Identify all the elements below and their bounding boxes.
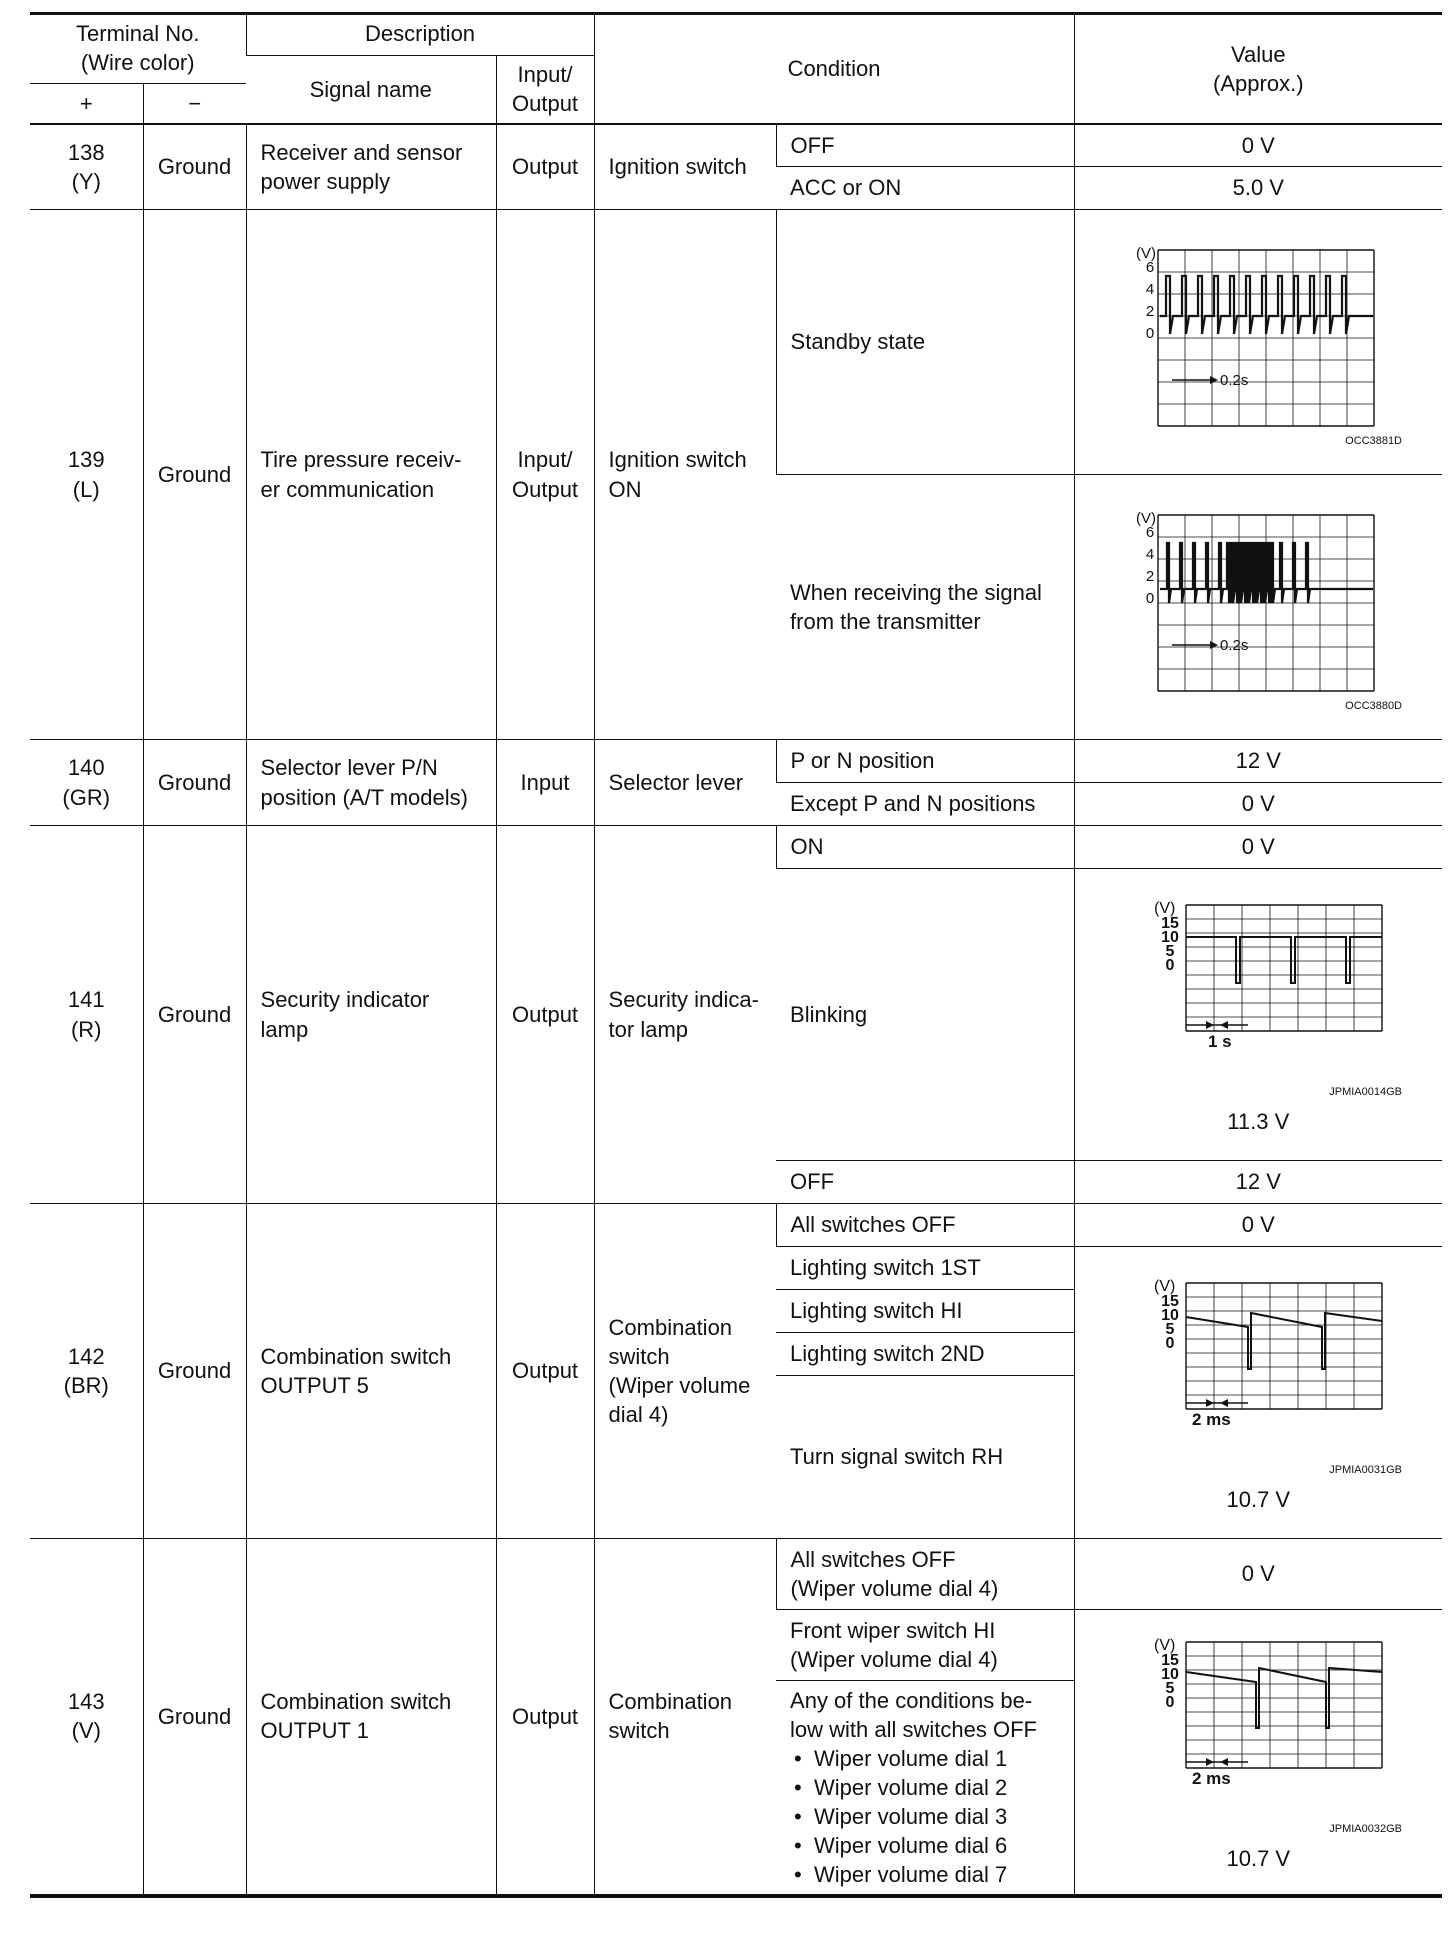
value-cell: 0 V	[1074, 1204, 1442, 1247]
figure-code: JPMIA0032GB	[1329, 1823, 1403, 1836]
state-cell: Front wiper switch HI (Wiper volume dial 4)	[776, 1610, 1074, 1681]
wave-tick: 0	[1165, 1334, 1175, 1352]
condition-list	[790, 1744, 1060, 1889]
wave-trace	[1160, 543, 1373, 603]
terminal-spec-table	[30, 12, 1442, 1898]
ground-cell: Ground	[143, 124, 246, 210]
time-scale-marker	[1186, 1399, 1248, 1429]
wave-grid	[1186, 1283, 1382, 1409]
wave-unit: (V)	[1154, 899, 1176, 917]
time-scale-label: 0.2s	[1220, 637, 1249, 654]
wave-tick: 15	[1161, 914, 1180, 932]
list-item: • Wiper volume dial 2	[790, 1773, 1060, 1802]
ground-cell: Ground	[143, 210, 246, 740]
value-cell: 12 V	[1074, 1161, 1442, 1204]
wave-tick: 15	[1161, 1652, 1180, 1670]
state-cell: Standby state	[776, 210, 1074, 475]
condition-cell: Combination switch (Wiper volume dial 4)	[594, 1204, 776, 1539]
state-cell: Blinking	[776, 869, 1074, 1161]
state-cell: When receiving the signal from the transmitter	[776, 475, 1074, 740]
value-cell: 0 V	[1074, 1539, 1442, 1610]
time-scale-label: 2 ms	[1192, 1769, 1232, 1789]
waveform-cell	[1074, 1247, 1442, 1539]
io-cell: Input	[496, 740, 594, 826]
value-cell: 12 V	[1074, 740, 1442, 783]
wave-tick: 0	[1165, 1694, 1175, 1712]
terminal-number: 140 (GR)	[30, 740, 143, 826]
wave-tick: 6	[1146, 524, 1155, 541]
state-cell: Lighting switch 1ST	[776, 1247, 1074, 1290]
signal-name: Combination switch OUTPUT 5	[246, 1204, 496, 1539]
signal-name: Receiver and sensor power supply	[246, 124, 496, 210]
table-row	[30, 210, 1442, 475]
wave-value: 10.7 V	[1226, 1846, 1291, 1872]
wave-tick: 2	[1146, 568, 1155, 585]
time-scale-label: 1 s	[1208, 1031, 1232, 1051]
condition-cell: Combination switch	[594, 1539, 776, 1896]
wave-value: 11.3 V	[1227, 1108, 1290, 1134]
wave-unit: (V)	[1136, 245, 1157, 262]
value-cell: 0 V	[1074, 124, 1442, 167]
state-cell: ACC or ON	[776, 167, 1074, 210]
table-row	[30, 1539, 1442, 1610]
waveform-receiving-signal	[1108, 503, 1408, 713]
wave-tick: 0	[1165, 956, 1175, 974]
signal-name: Tire pressure receiv- er communication	[246, 210, 496, 740]
figure-code: JPMIA0031GB	[1329, 1463, 1403, 1476]
waveform-cell	[1074, 475, 1442, 740]
terminal-number: 139 (L)	[30, 210, 143, 740]
wave-unit: (V)	[1136, 510, 1157, 527]
table-row	[30, 826, 1442, 869]
list-item: • Wiper volume dial 6	[790, 1831, 1060, 1860]
wave-value: 10.7 V	[1226, 1486, 1291, 1512]
minus-header: −	[143, 84, 246, 124]
condition-cell: Ignition switch	[594, 124, 776, 210]
waveform-output-5	[1108, 1273, 1408, 1483]
io-cell: Output	[496, 826, 594, 1204]
time-scale-marker	[1186, 1758, 1248, 1788]
wave-tick: 10	[1161, 1666, 1180, 1684]
wave-trace	[1160, 276, 1373, 334]
wave-tick: 4	[1146, 281, 1155, 298]
state-cell: ON	[776, 826, 1074, 869]
time-scale-label: 2 ms	[1192, 1409, 1232, 1429]
list-item: • Wiper volume dial 7	[790, 1860, 1060, 1889]
waveform-output-1	[1108, 1632, 1408, 1842]
value-cell: 5.0 V	[1074, 167, 1442, 210]
value-cell: 0 V	[1074, 826, 1442, 869]
time-scale-marker	[1172, 637, 1248, 654]
wave-tick: 6	[1146, 259, 1155, 276]
figure-code: JPMIA0014GB	[1329, 1085, 1403, 1098]
io-cell: Output	[496, 1539, 594, 1896]
figure-code: OCC3880D	[1345, 700, 1403, 712]
wave-tick: 0	[1146, 590, 1155, 607]
time-scale-label: 0.2s	[1220, 372, 1249, 389]
waveform-blinking	[1108, 895, 1408, 1105]
time-scale-marker	[1186, 1021, 1248, 1051]
state-cell: All switches OFF	[776, 1204, 1074, 1247]
value-header: Value (Approx.)	[1074, 14, 1442, 124]
terminal-number: 143 (V)	[30, 1539, 143, 1896]
waveform-cell	[1074, 869, 1442, 1161]
condition-header: Condition	[594, 14, 1074, 124]
figure-code: OCC3881D	[1345, 435, 1403, 447]
signal-name-header: Signal name	[246, 56, 496, 124]
ground-cell: Ground	[143, 1539, 246, 1896]
terminal-number: 141 (R)	[30, 826, 143, 1204]
signal-name: Security indicator lamp	[246, 826, 496, 1204]
wave-tick: 0	[1146, 325, 1155, 342]
state-cell: Turn signal switch RH	[776, 1376, 1074, 1539]
state-cell: Lighting switch 2ND	[776, 1333, 1074, 1376]
wave-tick: 5	[1165, 942, 1175, 960]
wave-tick: 5	[1165, 1680, 1175, 1698]
wave-grid	[1186, 905, 1382, 1031]
io-cell: Output	[496, 1204, 594, 1539]
io-cell: Output	[496, 124, 594, 210]
value-cell: 0 V	[1074, 783, 1442, 826]
terminal-number: 138 (Y)	[30, 124, 143, 210]
list-item: • Wiper volume dial 3	[790, 1802, 1060, 1831]
input-output-header: Input/ Output	[496, 56, 594, 124]
plus-header: +	[30, 84, 143, 124]
wave-tick: 10	[1161, 1306, 1180, 1324]
ground-cell: Ground	[143, 1204, 246, 1539]
terminal-number: 142 (BR)	[30, 1204, 143, 1539]
header-row	[30, 14, 1442, 56]
io-cell: Input/ Output	[496, 210, 594, 740]
ground-cell: Ground	[143, 740, 246, 826]
time-scale-marker	[1172, 372, 1248, 389]
state-cell: All switches OFF (Wiper volume dial 4)	[776, 1539, 1074, 1610]
condition-cell: Ignition switch ON	[594, 210, 776, 740]
table-row	[30, 1204, 1442, 1247]
wave-unit: (V)	[1154, 1637, 1176, 1655]
description-header: Description	[246, 14, 594, 56]
state-cell: Lighting switch HI	[776, 1290, 1074, 1333]
state-cell: Except P and N positions	[776, 783, 1074, 826]
table-row	[30, 740, 1442, 783]
wave-unit: (V)	[1154, 1277, 1176, 1295]
wave-tick: 10	[1161, 928, 1180, 946]
wave-tick: 5	[1165, 1320, 1175, 1338]
waveform-standby-state	[1108, 238, 1408, 448]
state-cell: OFF	[776, 124, 1074, 167]
signal-name: Combination switch OUTPUT 1	[246, 1539, 496, 1896]
wave-trace	[1186, 937, 1382, 983]
wave-tick: 2	[1146, 303, 1155, 320]
signal-name: Selector lever P/N position (A/T models)	[246, 740, 496, 826]
state-cell: OFF	[776, 1161, 1074, 1204]
ground-cell: Ground	[143, 826, 246, 1204]
table-row	[30, 124, 1442, 167]
condition-cell: Security indica- tor lamp	[594, 826, 776, 1204]
terminal-no-header: Terminal No. (Wire color)	[30, 14, 246, 84]
wave-grid	[1186, 1642, 1382, 1768]
waveform-cell	[1074, 210, 1442, 475]
state-cell: Any of the conditions be- low with all switches OFF • Wiper volume dial 1 • Wiper volume dial 2 • Wiper volume dial 3 • Wiper volume dial 6 • Wiper volume dial 7	[776, 1681, 1074, 1896]
condition-cell: Selector lever	[594, 740, 776, 826]
wave-tick: 4	[1146, 546, 1155, 563]
wave-tick: 15	[1161, 1292, 1180, 1310]
list-item: • Wiper volume dial 1	[790, 1744, 1060, 1773]
state-cell: P or N position	[776, 740, 1074, 783]
wave-trace	[1186, 1313, 1382, 1369]
waveform-cell	[1074, 1610, 1442, 1896]
